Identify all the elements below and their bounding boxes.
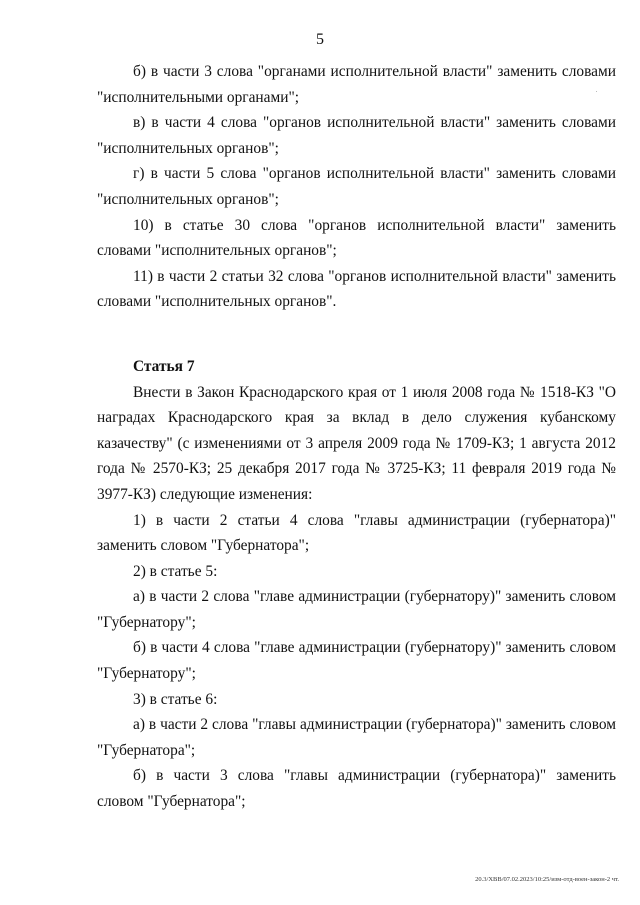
paragraph: б) в части 4 слова "главе администрации (губернатору)" заменить словом "Губернатору"; xyxy=(97,639,616,683)
paragraph: б) в части 3 слова "органами исполнительной власти" заменить словами "исполнительными органами"; xyxy=(97,63,616,106)
paragraph: 3) в статье 6: xyxy=(133,690,218,708)
paragraph: 11) в части 2 статьи 32 слова "органов исполнительной власти" заменить словами "исполнительных органов". xyxy=(97,267,616,311)
paragraph: 2) в статье 5: xyxy=(133,562,218,580)
paragraph: 10) в статье 30 слова "органов исполнительной власти" заменить словами "исполнительных органов"; xyxy=(97,216,616,260)
document-body xyxy=(97,59,616,815)
footer-file-stamp: 20.3/ХВВ/07.02.2023/10:25/изм-отд-воен-закон-2 чт. xyxy=(475,876,619,883)
paragraph: Внести в Закон Краснодарского края от 1 июля 2008 года № 1518-КЗ "О наградах Краснодарского края за вклад в дело служения кубанскому казачеству" (с изменениями от 3 апреля 2009 года № 1709-КЗ; 1 августа 2012 года № 2570-КЗ; 25 декабря 2017 года № 3725-КЗ; 11 февраля 2019 года № 3977-КЗ) следующие изменения: xyxy=(97,383,616,503)
paragraph: 1) в части 2 статьи 4 слова "главы администрации (губернатора)" заменить словом "Губернатора"; xyxy=(97,511,616,555)
paragraph: а) в части 2 слова "главы администрации (губернатора)" заменить словом "Губернатора"; xyxy=(97,716,616,759)
paragraph: г) в части 5 слова "органов исполнительной власти" заменить словами "исполнительных органов"; xyxy=(97,165,616,208)
paragraph: а) в части 2 слова "главе администрации (губернатору)" заменить словом "Губернатору"; xyxy=(97,588,616,631)
page-number: 5 xyxy=(316,31,324,48)
paragraph: в) в части 4 слова "органов исполнительной власти" заменить словами "исполнительных органов"; xyxy=(97,114,616,157)
article-heading: Статья 7 xyxy=(133,357,195,375)
paragraph: б) в части 3 слова "главы администрации (губернатора)" заменить словом "Губернатора"; xyxy=(97,767,616,811)
